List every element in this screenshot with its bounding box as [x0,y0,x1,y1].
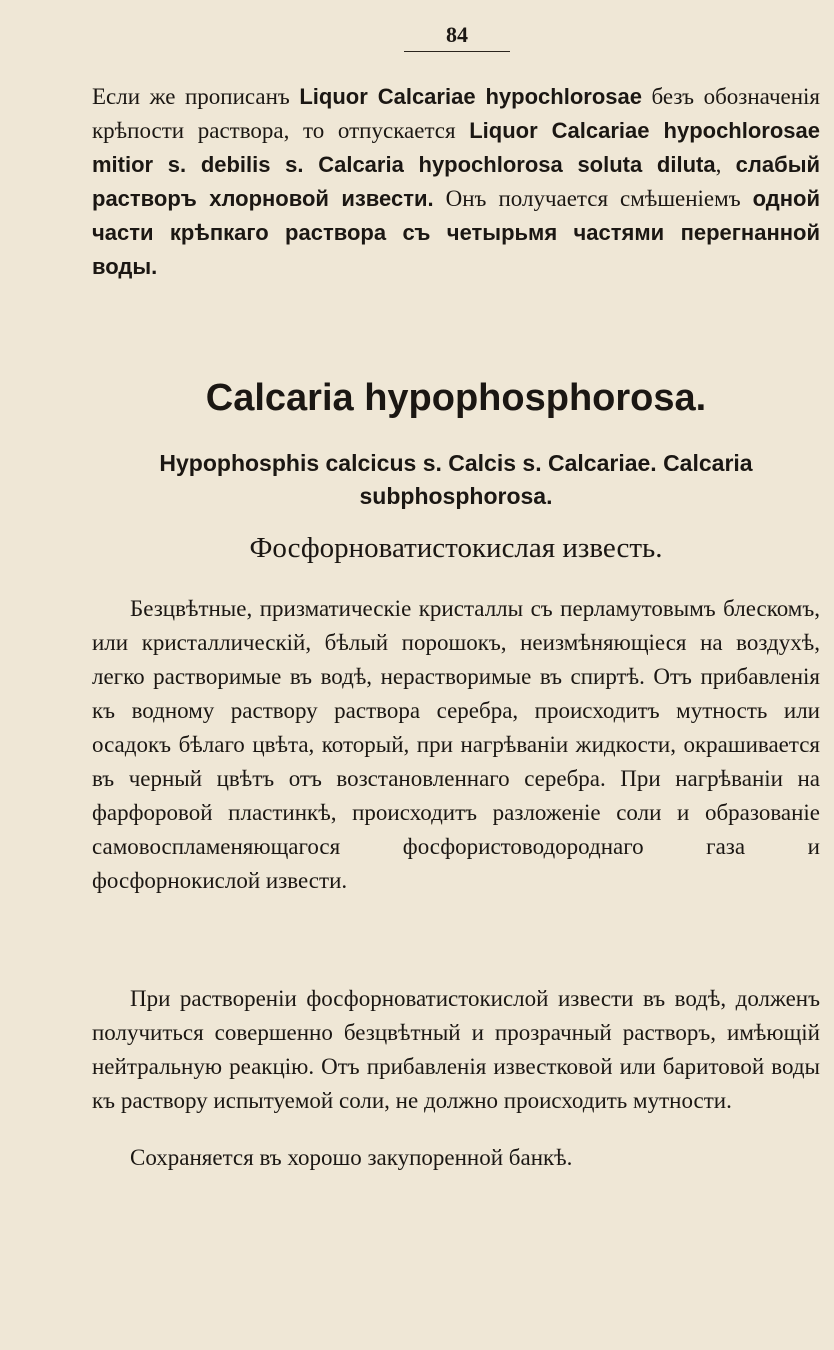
intro-bold-4: одной части крѣпкаго раствора съ четырьмя частями перегнанной воды. [92,186,820,279]
description-paragraph: Безцвѣтные, призматическіе кристаллы съ перламутовымъ блескомъ, или кристаллическій, бѣлый порошокъ, неизмѣняющіеся на воздухѣ, легко растворимые въ водѣ, нерастворимые въ спиртѣ. Отъ прибавленія къ водному раствору раствора серебра, происходитъ мутность или осадокъ бѣлаго цвѣта, который, при нагрѣваніи жидкости, окрашивается въ черный цвѣтъ отъ возстановленнаго серебра. При нагрѣваніи на фарфоровой пластинкѣ, происходитъ разложеніе соли и образованіе самовоспламеняющагося фосфористоводороднаго газа и фосфорнокислой извести. [92,596,820,893]
russian-name: Фосфорноватистокислая известь. [249,532,663,564]
intro-bold-3: слабый растворъ хлорновой извести. [92,152,821,211]
latin-synonyms: Hypophosphis calcicus s. Calcis s. Calcariae. Calcaria subphosphorosa. [159,450,753,509]
intro-text-1: Если же прописанъ [92,84,300,109]
intro-text-4: Онъ получается смѣшеніемъ [433,186,753,211]
intro-text-3: , [715,152,736,177]
intro-paragraph [92,80,820,284]
intro-bold-2: Liquor Calcariae hypochlorosae mitior s. debilis s. Calcaria hypochlorosa soluta diluta [92,118,820,177]
page-number: 84 [446,22,468,47]
storage-paragraph: Сохраняется въ хорошо закупоренной банкѣ. [130,1145,573,1170]
intro-bold-1: Liquor Calcariae hypochlorosae [299,84,642,109]
purity-test-paragraph: При раствореніи фосфорноватистокислой извести въ водѣ, долженъ получиться совершенно безцвѣтный и прозрачный растворъ, имѣющій нейтральную реакцію. Отъ прибавленія известковой или баритовой воды къ раствору испытуемой соли, не должно происходить мутности. [92,986,820,1113]
article-title: Calcaria hypophosphorosa. [205,377,707,419]
header-rule [404,51,510,52]
intro-text-2: безъ обозначенія крѣпости раствора, то отпускается [92,84,821,143]
